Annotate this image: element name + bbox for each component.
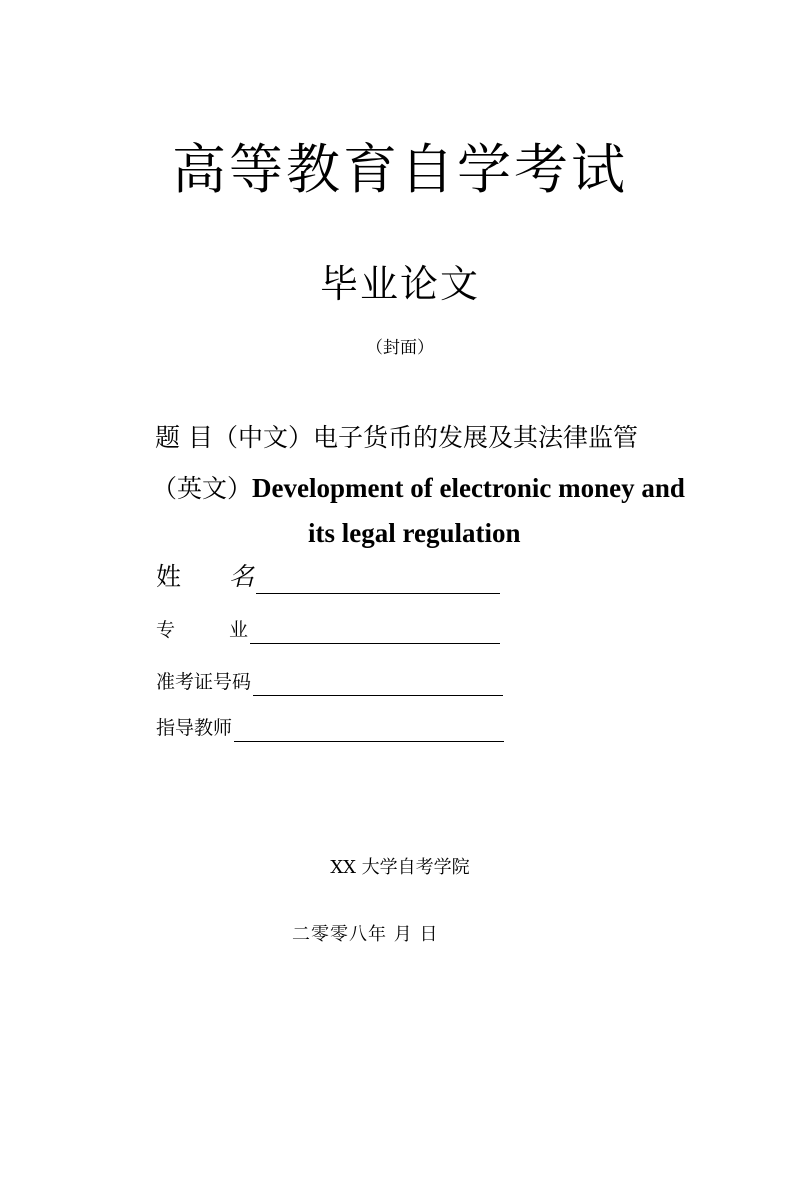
name-label-char-1: 姓 xyxy=(156,562,182,591)
english-title-prefix: （英文） xyxy=(152,474,253,503)
advisor-label: 指导教师 xyxy=(156,717,233,739)
advisor-blank-line[interactable] xyxy=(234,719,504,742)
cover-label: （封面） xyxy=(366,338,434,358)
thesis-heading: 毕业论文 xyxy=(319,262,480,306)
name-blank-line[interactable] xyxy=(256,565,500,594)
college-name: XX 大学自考学院 xyxy=(330,857,470,878)
thesis-title-english-line-1 xyxy=(152,470,685,507)
exam-number-field-row xyxy=(156,668,503,696)
name-field-row xyxy=(156,560,500,594)
exam-number-label: 准考证号码 xyxy=(156,671,252,693)
major-label-char-2: 业 xyxy=(229,619,249,641)
exam-title: 高等教育自学考试 xyxy=(172,138,628,201)
major-label-char-1: 专 xyxy=(156,619,176,641)
thesis-title-chinese: 题 目（中文）电子货币的发展及其法律监管 xyxy=(155,423,638,452)
english-title-text-1: Development of electronic money and xyxy=(252,473,685,503)
name-label-char-2: 名 xyxy=(229,562,255,591)
thesis-title-english-line-2: its legal regulation xyxy=(308,518,521,548)
date-line: 二零零八年 月 日 xyxy=(292,924,439,945)
major-field-row xyxy=(156,616,500,644)
major-blank-line[interactable] xyxy=(250,621,500,644)
advisor-field-row xyxy=(156,714,504,742)
exam-number-blank-line[interactable] xyxy=(253,673,503,696)
